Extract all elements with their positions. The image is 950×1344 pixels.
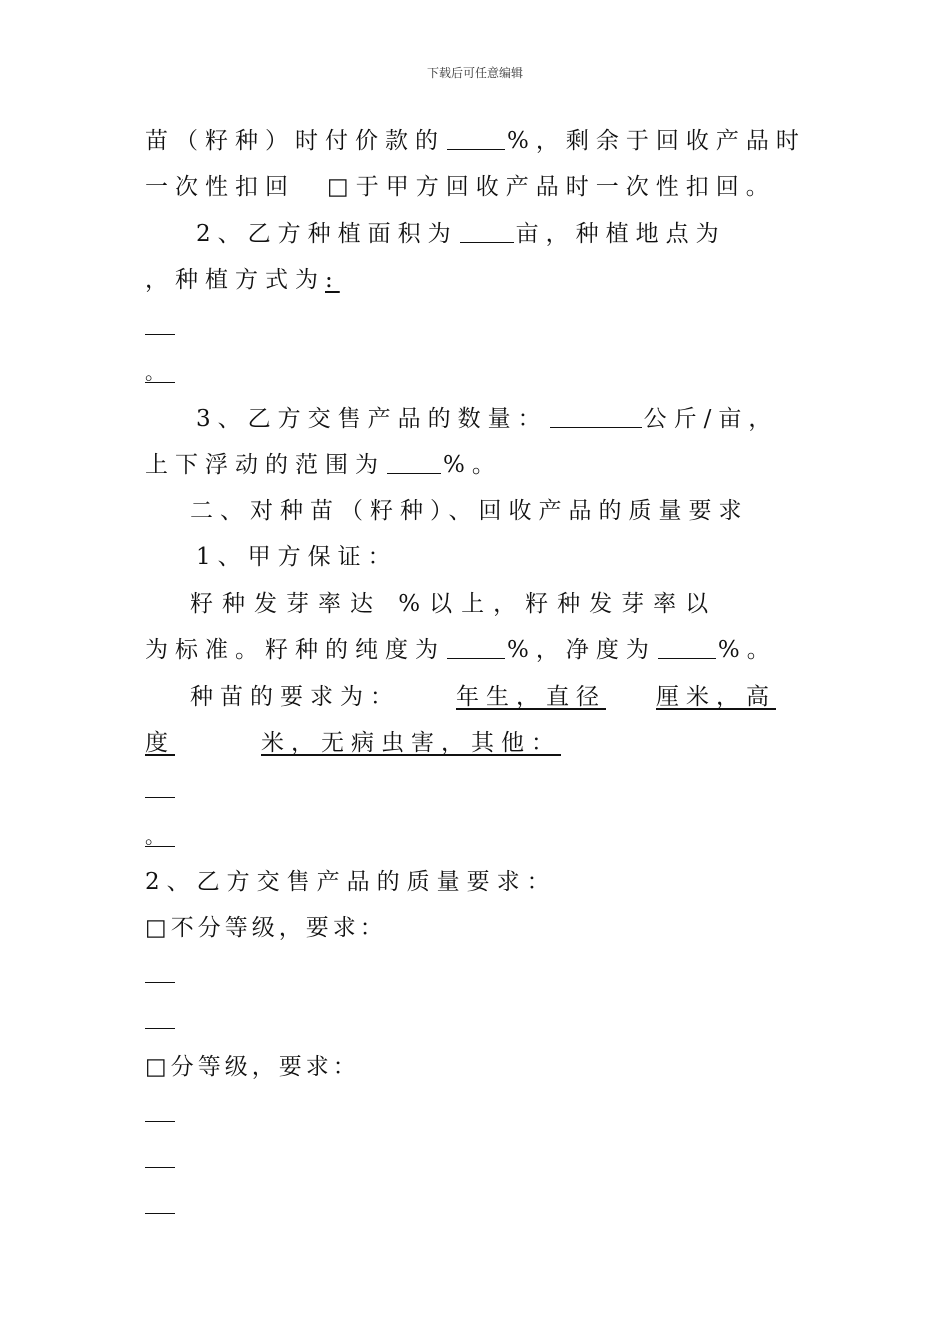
text-l11b: 年生，直径 bbox=[456, 684, 606, 710]
text-l6b: %。 bbox=[443, 452, 502, 478]
text-l12a: 度 bbox=[145, 730, 175, 756]
blank-planting-method[interactable]: : bbox=[325, 267, 340, 293]
text-l6a: 上下浮动的范围为 bbox=[145, 452, 385, 478]
text-l10c: %。 bbox=[717, 637, 777, 663]
blank-payment-percent[interactable] bbox=[447, 127, 505, 150]
blank-line-c[interactable] bbox=[145, 982, 175, 983]
blank-height[interactable] bbox=[175, 728, 261, 758]
blank-float-range[interactable] bbox=[387, 451, 441, 474]
page-header: 下载后可任意编辑 bbox=[426, 66, 523, 80]
text-l3b: 亩，种植地点为 bbox=[515, 221, 726, 247]
blank-line-f[interactable] bbox=[145, 1167, 175, 1168]
blank-line-d[interactable] bbox=[145, 1028, 175, 1029]
blank-purity[interactable] bbox=[447, 636, 505, 659]
text-l10a: 为标准。籽种的纯度为 bbox=[145, 637, 445, 663]
line-2 bbox=[145, 172, 776, 202]
line-4 bbox=[145, 265, 355, 295]
blank-planting-area[interactable] bbox=[460, 220, 514, 243]
line-6 bbox=[145, 450, 502, 480]
blank-line-a[interactable] bbox=[145, 334, 175, 335]
line-10 bbox=[145, 635, 777, 665]
blank-seedling-age[interactable] bbox=[400, 682, 456, 712]
blank-quantity[interactable] bbox=[550, 405, 642, 428]
text-l5a: 3、乙方交售产品的数量： bbox=[196, 406, 548, 432]
blank-line-b[interactable] bbox=[145, 797, 175, 798]
line-5 bbox=[196, 404, 778, 434]
line-13: 2、乙方交售产品的质量要求： bbox=[145, 869, 557, 895]
text-l5b: 公斤/亩， bbox=[643, 406, 779, 432]
text-l4a: ，种植方式为 bbox=[145, 267, 325, 293]
text-l11c: 厘米，高 bbox=[656, 684, 776, 710]
blank-line-dot-b[interactable]: 。 bbox=[145, 826, 175, 847]
line-9: 籽种发芽率达 %以上，籽种发芽率以 bbox=[190, 591, 718, 617]
text-l1a: 苗（籽种）时付价款的 bbox=[145, 128, 445, 154]
text-l1b: %，剩余于回收产品时 bbox=[507, 128, 806, 154]
blank-line-e[interactable] bbox=[145, 1121, 175, 1122]
blank-line-g[interactable] bbox=[145, 1213, 175, 1214]
line-3 bbox=[196, 219, 726, 249]
line-1 bbox=[145, 126, 806, 156]
text-l2a: 一次性扣回 bbox=[145, 174, 295, 200]
section-heading-quality: 二、对种苗（籽种）、回收产品的质量要求 bbox=[190, 498, 749, 524]
line-11 bbox=[190, 682, 776, 712]
text-l3a: 2、乙方种植面积为 bbox=[196, 221, 458, 247]
text-l11a: 种苗的要求为： bbox=[190, 684, 400, 710]
line-8: 1、甲方保证： bbox=[196, 544, 398, 570]
blank-other[interactable] bbox=[561, 728, 569, 758]
blank-line-dot-a[interactable]: 。 bbox=[145, 362, 175, 383]
text-l10b: %，净度为 bbox=[507, 637, 656, 663]
blank-cleanliness[interactable] bbox=[658, 636, 716, 659]
blank-diameter[interactable] bbox=[606, 682, 656, 712]
text-l12b: 米，无病虫害，其他： bbox=[261, 730, 561, 756]
checkbox-no-grade[interactable]: □不分等级，要求： bbox=[145, 915, 387, 941]
checkbox-graded[interactable]: □分等级，要求： bbox=[145, 1054, 360, 1080]
line-12 bbox=[145, 728, 569, 758]
checkbox-deduct-on-recovery[interactable]: □于甲方回收产品时一次性扣回。 bbox=[327, 174, 776, 200]
